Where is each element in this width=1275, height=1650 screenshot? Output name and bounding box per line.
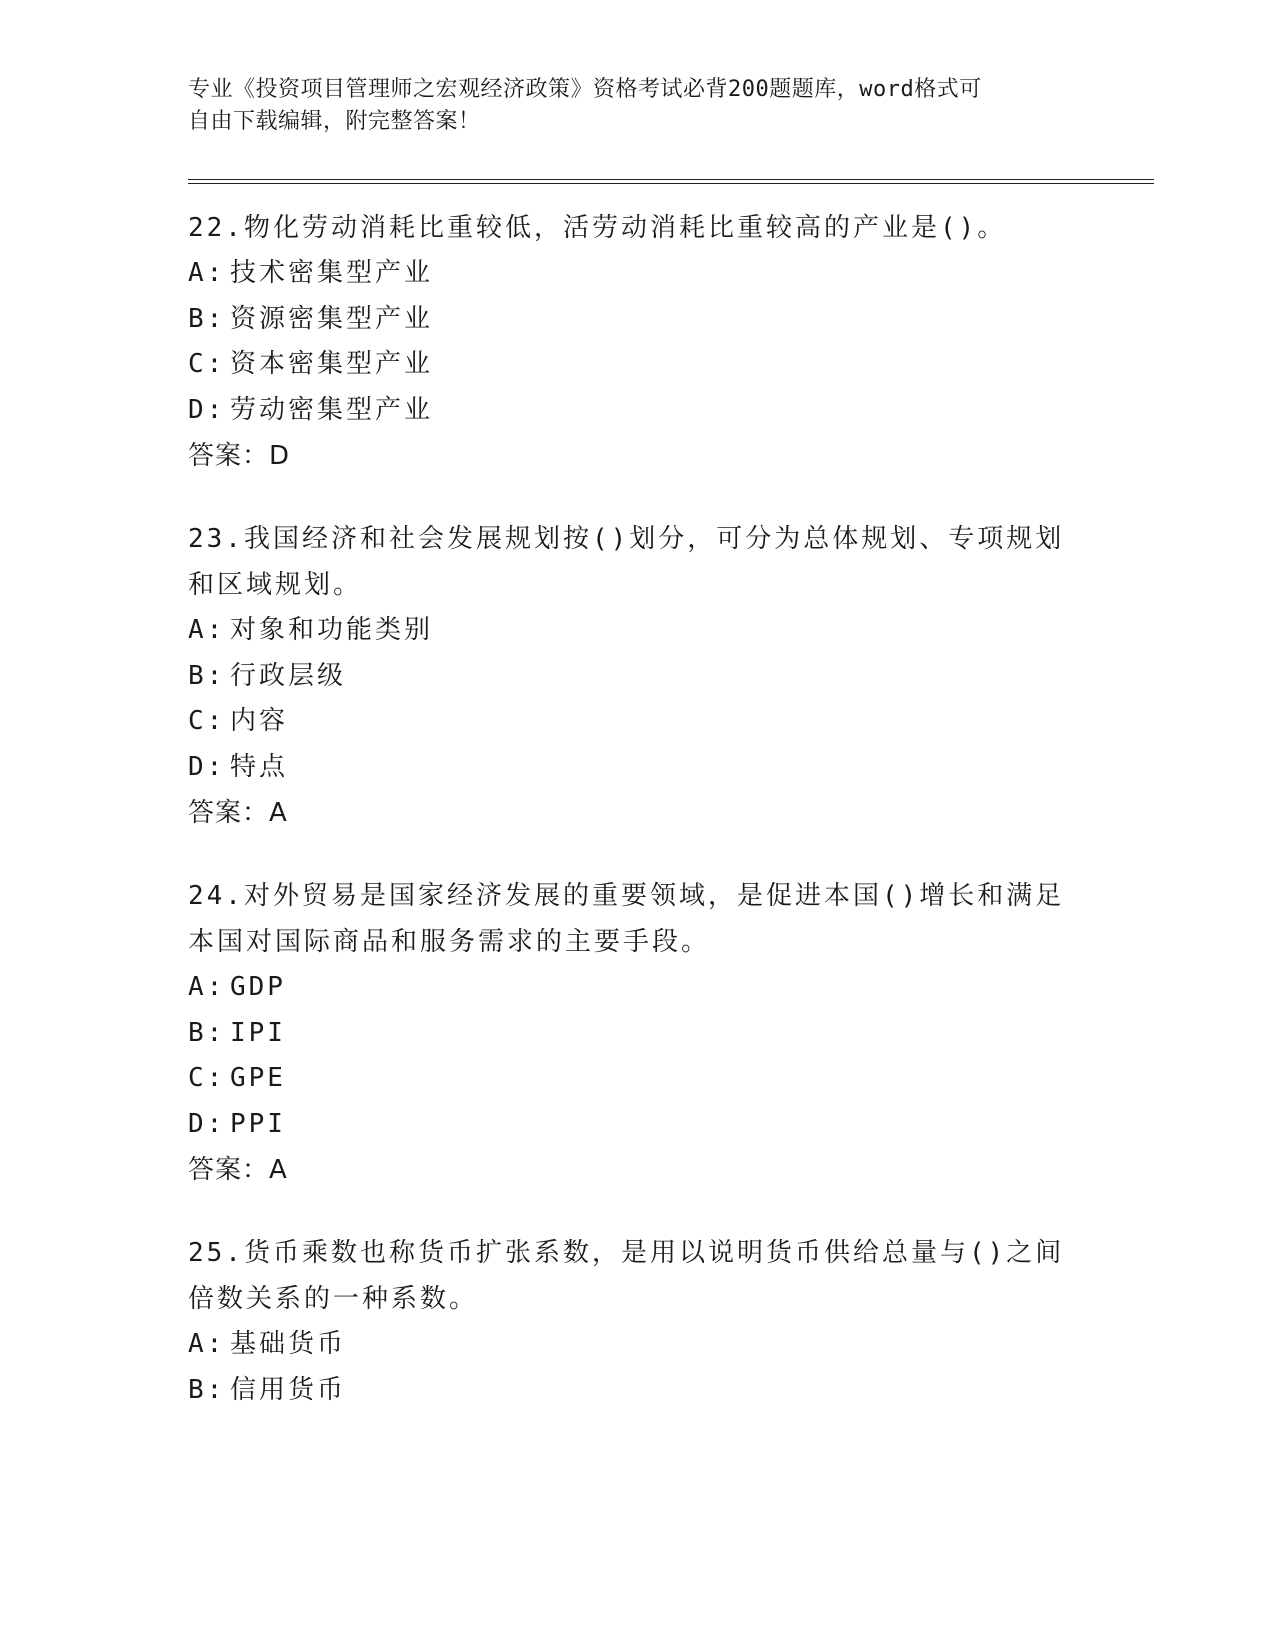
option-a [188,965,1088,1011]
option-d [188,388,1088,434]
option-text: 技术密集型产业 [230,258,434,288]
option-key: C: [188,1063,226,1093]
question-23 [188,516,1088,836]
answer-value: A [269,798,288,828]
option-key: D: [188,751,226,782]
question-list [188,205,1088,1450]
option-text: 基础货币 [230,1329,347,1359]
option-text: 劳动密集型产业 [230,394,434,425]
answer-value: A [269,1155,288,1185]
option-d [188,1102,1088,1148]
option-key: D: [188,1108,226,1139]
option-key: D: [188,394,226,425]
option-text: 对象和功能类别 [230,615,434,645]
option-d [188,745,1088,791]
option-key: B: [188,303,226,334]
option-a [188,608,1088,654]
option-text: 信用货币 [230,1374,347,1405]
option-c [188,342,1088,388]
option-key: C: [188,349,226,379]
question-stem: 24.对外贸易是国家经济发展的重要领域，是促进本国()增长和满足本国对国际商品和服务需求的主要手段。 [188,881,1065,957]
option-text: 资源密集型产业 [230,303,434,334]
option-text: 内容 [230,706,289,736]
option-key: A: [188,615,226,645]
question-24 [188,873,1088,1193]
option-text: 特点 [230,751,289,782]
option-c [188,699,1088,745]
question-stem: 25.货币乘数也称货币扩张系数，是用以说明货币供给总量与()之间倍数关系的一种系数。 [188,1238,1065,1314]
option-text: PPI [230,1108,286,1139]
option-text: GPE [230,1063,286,1093]
option-text: 行政层级 [230,660,347,691]
option-c [188,1056,1088,1102]
answer-line [188,433,1088,479]
option-b [188,654,1088,700]
option-key: A: [188,1329,226,1359]
option-key: B: [188,660,226,691]
answer-label: 答案： [188,1155,270,1185]
option-b [188,297,1088,343]
answer-label: 答案： [188,798,270,828]
header-divider-top [188,179,1154,180]
option-text: 资本密集型产业 [230,349,434,379]
question-25 [188,1230,1088,1413]
answer-line [188,1147,1088,1193]
option-key: B: [188,1017,226,1048]
option-text: IPI [230,1017,286,1048]
answer-line [188,790,1088,836]
option-b [188,1368,1088,1414]
question-stem: 23.我国经济和社会发展规划按()划分，可分为总体规划、专项规划和区域规划。 [188,524,1065,600]
option-b [188,1011,1088,1057]
option-key: A: [188,972,226,1002]
option-key: B: [188,1374,226,1405]
option-key: A: [188,258,226,288]
option-a [188,1322,1088,1368]
option-a [188,251,1088,297]
answer-label: 答案： [188,441,270,471]
question-stem: 22.物化劳动消耗比重较低，活劳动消耗比重较高的产业是()。 [188,213,1007,243]
question-22 [188,205,1088,479]
option-key: C: [188,706,226,736]
option-text: GDP [230,972,286,1002]
answer-value: D [269,441,291,471]
header-divider-bottom [188,183,1154,184]
document-header: 专业《投资项目管理师之宏观经济政策》资格考试必背200题题库，word格式可 自由下载编辑，附完整答案！ [188,77,982,134]
